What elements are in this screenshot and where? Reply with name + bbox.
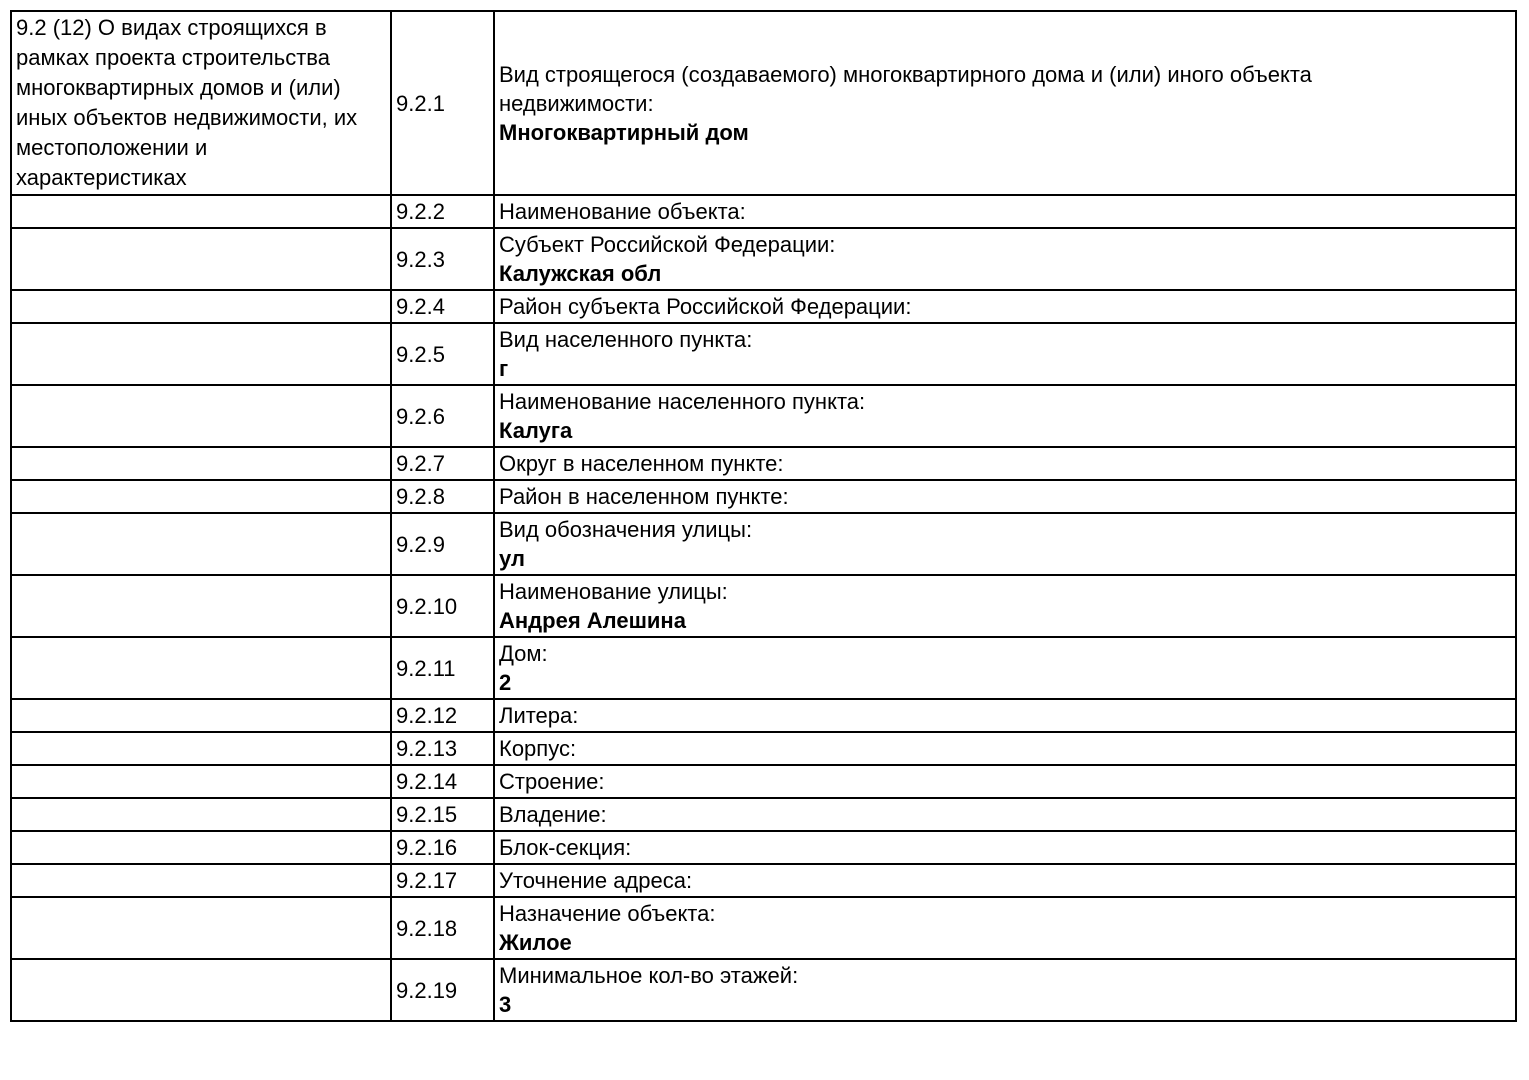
table-row [11, 732, 1516, 765]
table-row [11, 195, 1516, 228]
table-row [11, 831, 1516, 864]
section-title-cell [11, 864, 391, 897]
section-title-cell [11, 897, 391, 959]
section-title-cell [11, 732, 391, 765]
item-number: 9.2.6 [396, 403, 445, 429]
field-label: Вид населенного пункта: [499, 327, 753, 352]
item-number-cell [391, 575, 494, 637]
field-label: Район субъекта Российской Федерации: [499, 294, 912, 319]
field-label: Наименование населенного пункта: [499, 389, 866, 414]
section-title-cell [11, 575, 391, 637]
field-label: Субъект Российской Федерации: [499, 232, 836, 257]
table-row [11, 385, 1516, 447]
field-value: Многоквартирный дом [499, 119, 749, 145]
item-number-cell [391, 699, 494, 732]
section-title-cell [11, 959, 391, 1021]
item-number: 9.2.11 [396, 655, 456, 681]
item-number: 9.2.9 [396, 531, 445, 557]
field-value: 2 [499, 670, 512, 695]
table-row [11, 897, 1516, 959]
section-title: 9.2 (12) О видах строящихся в рамках проекта строительства многоквартирных домов и (или) иных объектов недвижимости, их местоположении и характеристиках [16, 15, 358, 190]
item-content-cell [494, 864, 1516, 897]
item-number-cell [391, 732, 494, 765]
field-value: Калуга [499, 418, 573, 443]
item-content-cell [494, 959, 1516, 1021]
field-label: Наименование улицы: [499, 579, 728, 604]
field-label: Уточнение адреса: [499, 868, 693, 893]
table-row [11, 959, 1516, 1021]
table-row [11, 637, 1516, 699]
item-content-cell [494, 798, 1516, 831]
field-label: Округ в населенном пункте: [499, 451, 784, 476]
item-number: 9.2.13 [396, 736, 458, 761]
field-label: Наименование объекта: [499, 199, 746, 224]
field-value: Жилое [499, 930, 572, 955]
field-label: Литера: [499, 703, 579, 728]
item-number-cell [391, 228, 494, 290]
item-number: 9.2.19 [396, 977, 458, 1003]
item-number-cell [391, 195, 494, 228]
item-number-cell [391, 831, 494, 864]
section-title-cell [11, 11, 391, 195]
section-title-cell [11, 798, 391, 831]
section-title-cell [11, 831, 391, 864]
section-title-cell [11, 228, 391, 290]
item-number-cell [391, 798, 494, 831]
item-content-cell [494, 637, 1516, 699]
table-row [11, 575, 1516, 637]
field-label: Вид обозначения улицы: [499, 517, 753, 542]
table-row [11, 447, 1516, 480]
item-number: 9.2.17 [396, 868, 458, 893]
item-content-cell [494, 575, 1516, 637]
item-number-cell [391, 447, 494, 480]
section-title-cell [11, 385, 391, 447]
item-number: 9.2.3 [396, 246, 445, 272]
item-number: 9.2.15 [396, 802, 458, 827]
item-number-cell [391, 637, 494, 699]
field-value: 3 [499, 992, 512, 1017]
item-number-cell [391, 959, 494, 1021]
item-number-cell [391, 864, 494, 897]
section-title-cell [11, 513, 391, 575]
item-number: 9.2.10 [396, 593, 458, 619]
field-label: Вид строящегося (создаваемого) многоквартирного дома и (или) иного объекта недвижимости: [499, 61, 1312, 116]
item-number-cell [391, 385, 494, 447]
field-label: Строение: [499, 769, 605, 794]
table-row [11, 864, 1516, 897]
table-row [11, 765, 1516, 798]
item-number-cell [391, 480, 494, 513]
section-title-cell [11, 323, 391, 385]
item-content-cell [494, 831, 1516, 864]
section-title-cell [11, 447, 391, 480]
table-row [11, 699, 1516, 732]
section-title-cell [11, 699, 391, 732]
item-content-cell [494, 385, 1516, 447]
section-title-cell [11, 195, 391, 228]
item-number-cell [391, 323, 494, 385]
field-label: Корпус: [499, 736, 577, 761]
item-number: 9.2.4 [396, 294, 445, 319]
table-row [11, 11, 1516, 195]
item-number-cell [391, 11, 494, 195]
item-content-cell [494, 480, 1516, 513]
field-label: Район в населенном пункте: [499, 484, 789, 509]
item-number: 9.2.1 [396, 90, 445, 116]
section-title-cell [11, 637, 391, 699]
field-label: Дом: [499, 641, 548, 666]
item-number: 9.2.16 [396, 835, 458, 860]
field-value: Калужская обл [499, 261, 662, 286]
item-content-cell [494, 323, 1516, 385]
item-content-cell [494, 195, 1516, 228]
item-number-cell [391, 513, 494, 575]
item-content-cell [494, 699, 1516, 732]
field-label: Блок-секция: [499, 835, 632, 860]
item-content-cell [494, 513, 1516, 575]
field-label: Владение: [499, 802, 607, 827]
table-row [11, 228, 1516, 290]
field-value: г [499, 356, 509, 381]
table-row [11, 480, 1516, 513]
item-content-cell [494, 228, 1516, 290]
table-row [11, 290, 1516, 323]
table-row [11, 513, 1516, 575]
item-content-cell [494, 447, 1516, 480]
item-content-cell [494, 897, 1516, 959]
section-title-cell [11, 290, 391, 323]
declaration-table [10, 10, 1517, 1022]
item-number: 9.2.7 [396, 451, 445, 476]
field-value: ул [499, 546, 525, 571]
item-content-cell [494, 732, 1516, 765]
declaration-table-body [11, 11, 1516, 1021]
field-value: Андрея Алешина [499, 608, 686, 633]
item-number-cell [391, 765, 494, 798]
item-number: 9.2.2 [396, 199, 445, 224]
field-label: Назначение объекта: [499, 901, 716, 926]
item-number: 9.2.8 [396, 484, 445, 509]
item-content-cell [494, 290, 1516, 323]
field-label: Минимальное кол-во этажей: [499, 963, 799, 988]
section-title-cell [11, 765, 391, 798]
item-number-cell [391, 290, 494, 323]
table-row [11, 323, 1516, 385]
item-content-cell [494, 11, 1516, 195]
item-content-cell [494, 765, 1516, 798]
item-number: 9.2.18 [396, 915, 458, 941]
table-row [11, 798, 1516, 831]
item-number: 9.2.5 [396, 341, 445, 367]
section-title-cell [11, 480, 391, 513]
item-number-cell [391, 897, 494, 959]
item-number: 9.2.12 [396, 703, 458, 728]
item-number: 9.2.14 [396, 769, 458, 794]
